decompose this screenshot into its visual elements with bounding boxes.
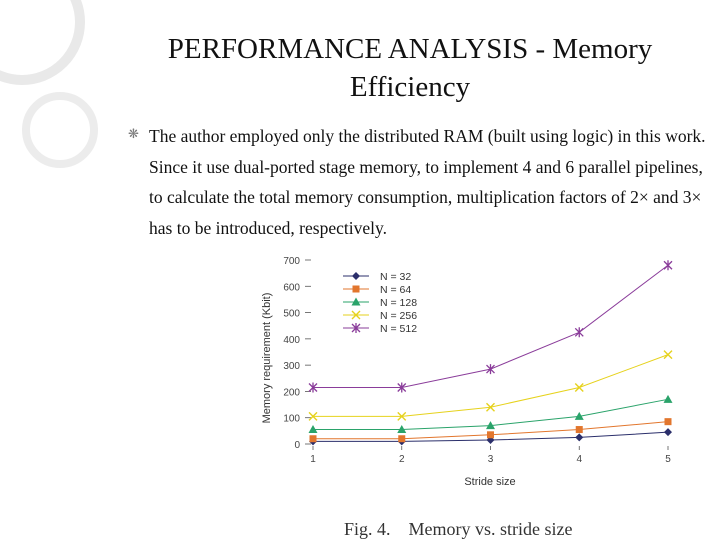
- legend-label: N = 512: [380, 323, 418, 335]
- data-point: [664, 351, 672, 359]
- data-point: [664, 428, 672, 436]
- legend-label: N = 64: [380, 284, 412, 296]
- data-point: [353, 286, 360, 293]
- y-tick-label: 700: [283, 256, 300, 267]
- data-point: [310, 435, 317, 442]
- data-point: [664, 395, 673, 403]
- x-tick-label: 1: [310, 454, 316, 465]
- y-tick-label: 600: [283, 282, 300, 294]
- data-point: [576, 426, 583, 433]
- data-point: [487, 364, 495, 374]
- y-tick-label: 300: [283, 361, 300, 373]
- y-tick-label: 400: [283, 334, 300, 346]
- y-axis-label: Memory requirement (Kbit): [261, 292, 273, 424]
- x-tick-label: 3: [487, 454, 494, 465]
- x-axis-label: Stride size: [464, 476, 516, 488]
- curl-bullet-icon: ❋: [128, 126, 139, 141]
- data-point: [575, 383, 583, 391]
- x-tick-label: 2: [398, 454, 405, 465]
- data-point: [575, 433, 583, 441]
- chart-axes: [283, 256, 671, 465]
- chart-legend: [343, 271, 417, 335]
- data-point: [487, 431, 494, 438]
- figure-caption: Fig. 4. Memory vs. stride size: [344, 519, 573, 539]
- slide-title: PERFORMANCE ANALYSIS - Memory Efficiency: [167, 33, 653, 103]
- data-point: [575, 327, 583, 337]
- y-tick-label: 500: [283, 308, 300, 320]
- data-point: [664, 260, 672, 270]
- data-point: [665, 418, 672, 425]
- legend-label: N = 32: [380, 271, 412, 283]
- y-tick-label: 100: [283, 413, 300, 425]
- legend-label: N = 256: [380, 310, 418, 322]
- y-tick-label: 200: [283, 387, 300, 399]
- y-tick-label: 0: [294, 440, 300, 451]
- data-point: [352, 272, 360, 280]
- bullet-text: The author employed only the distributed RAM (built using logic) in this work. Since it use dual-ported stage memory, to implement 4 and 6 parallel pipelines, to calculate the total memory consumption, multiplication factors of 2× and 3× has to be introduced, respectively.: [149, 126, 706, 238]
- x-tick-label: 4: [576, 454, 583, 465]
- chart-lines: [309, 260, 673, 445]
- x-tick-label: 5: [665, 454, 671, 465]
- legend-label: N = 128: [380, 297, 418, 309]
- data-point: [398, 435, 405, 442]
